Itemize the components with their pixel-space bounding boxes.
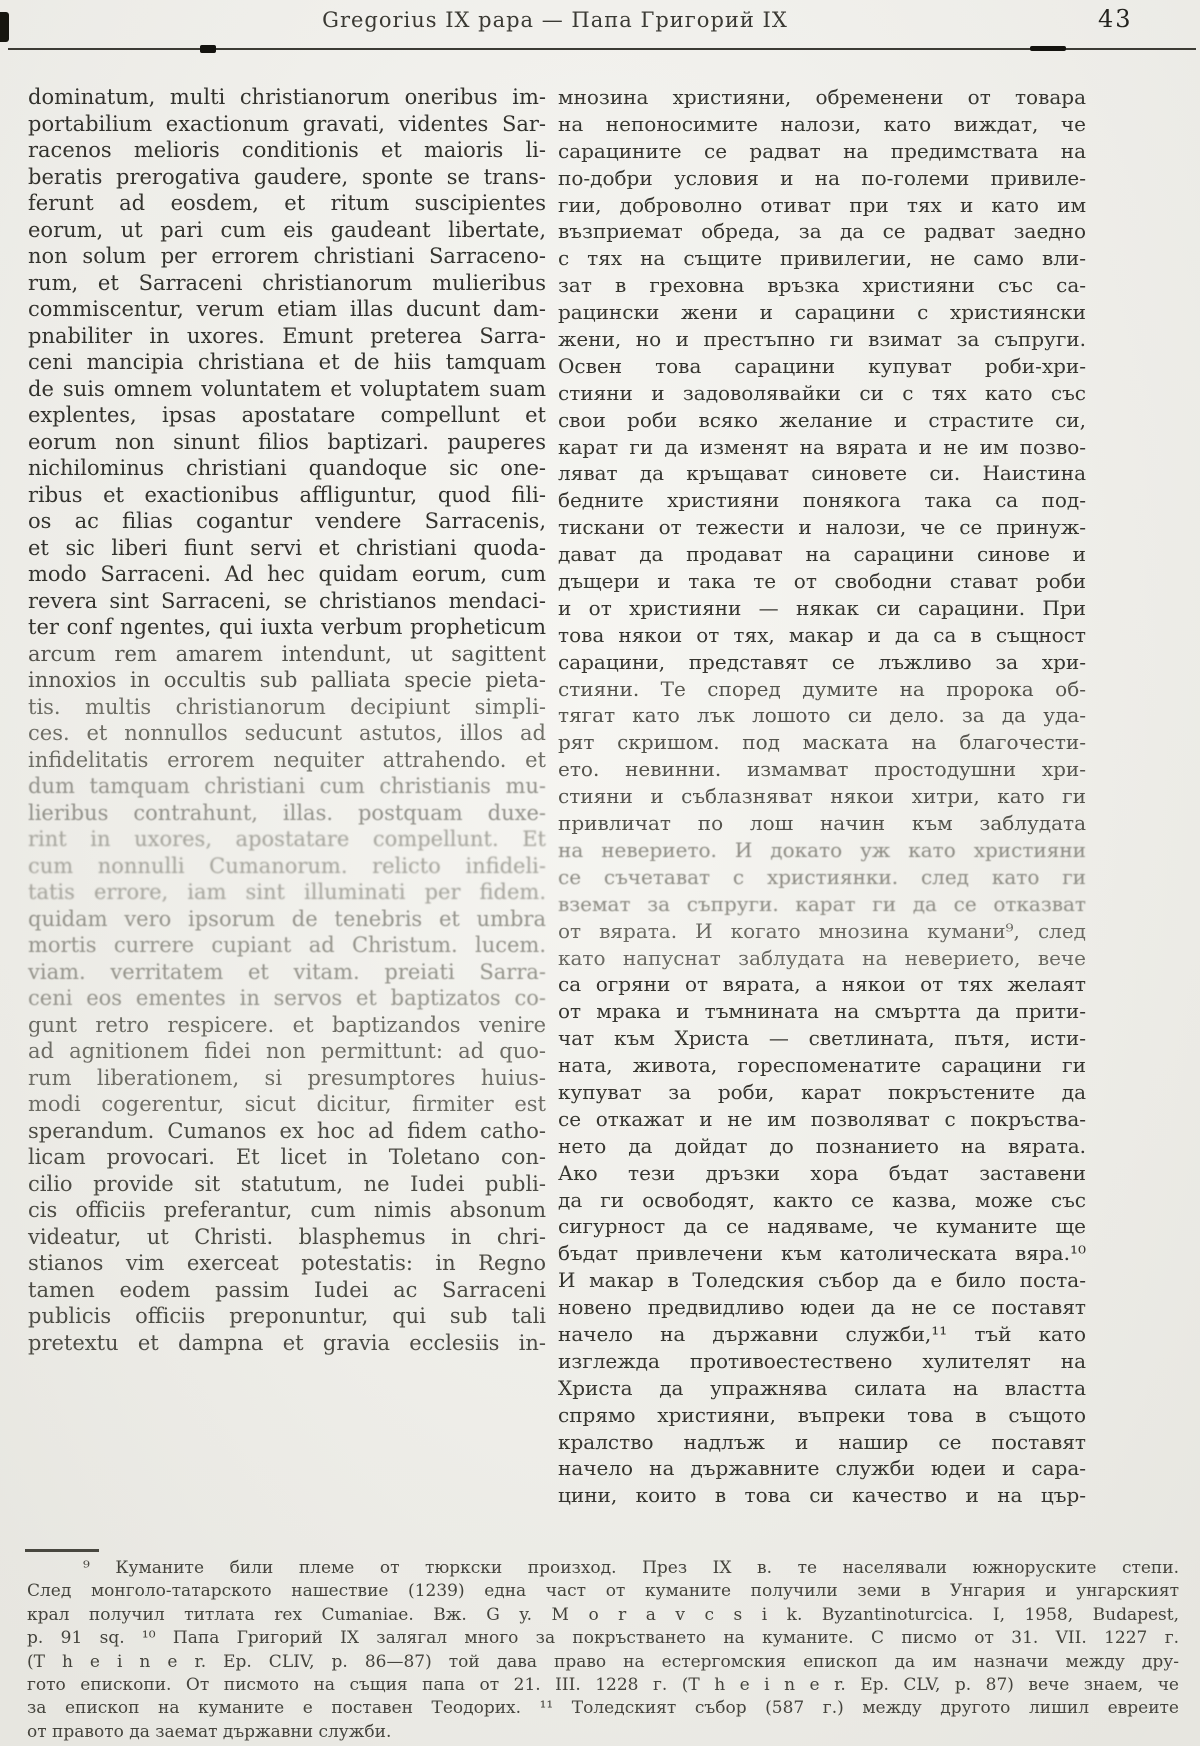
text-line: tatis errore, iam sint illuminati per fidem.: [28, 880, 546, 904]
text-line: След монголо-татарското нашествие (1239) една част от куманите получили земи в Унгария и унгарският: [27, 1581, 1179, 1602]
text-line: pretextu et dampna et gravia ecclesiis in-: [28, 1330, 546, 1355]
text-line: arcum rem amarem intendunt, ut sagittent: [28, 641, 546, 666]
text-line: сарацините се радват на предимствата на: [558, 138, 1086, 163]
text-line: commiscentur, verum etiam illas ducunt dam-: [28, 297, 546, 321]
text-line: тягат като лък лошото си дело. за да уда-: [558, 703, 1086, 728]
text-line: нето да дойдат до познанието на вярата.: [558, 1133, 1086, 1158]
text-line: ter conf ngentes, qui iuxta verbum propheticum: [28, 615, 546, 639]
text-line: са огряни от вярата, а някои от тях желаят: [558, 972, 1086, 997]
text-line: възприемат обреда, за да се радват заедно: [558, 219, 1086, 244]
text-line: като напуснат заблудата на неверието, вече: [558, 945, 1086, 970]
text-line: тискани от тежести и налози, че се принуж-: [558, 515, 1086, 540]
text-line: et sic liberi fiunt servi et christiani quoda-: [28, 535, 546, 560]
text-line: бедните християни понякога така са под-: [558, 488, 1086, 513]
text-line: licam provocari. Et licet in Toletano con-: [28, 1145, 546, 1169]
text-line: И макар в Толедския събор да е било поста-: [558, 1268, 1086, 1293]
text-line: с тях на същите привилегии, не само вли-: [558, 246, 1086, 271]
text-line: се съчетават с християнки. след като ги: [558, 864, 1086, 889]
text-line: крал получил титлата rex Cumaniae. Вж. G y. M o r a v c s i k. Byzantinoturcica. I, 1958, Budapest,: [27, 1604, 1179, 1625]
text-line: вземат за съпруги. карат ги да се отказват: [558, 891, 1086, 916]
text-line: quidam vero ipsorum de tenebris et umbra: [28, 906, 546, 931]
text-line: от вярата. И когато мнозина кумани⁹, след: [558, 918, 1086, 943]
scan-ink-blot: [1030, 46, 1066, 51]
text-line: дават да продават на сарацини синове и: [558, 542, 1086, 567]
text-line: os ac filias cogantur vendere Sarracenis,: [28, 509, 546, 533]
text-line: бъдат привлечени към католическата вяра.¹⁰: [558, 1241, 1086, 1266]
text-line: videatur, ut Christi. blasphemus in chri-: [28, 1224, 546, 1249]
text-line: ната, живота, гореспоменатите сарацини ги: [558, 1053, 1086, 1078]
text-line: rum liberationem, si presumptores huius-: [28, 1065, 546, 1090]
text-line: gunt retro respicere. et baptizandos venire: [28, 1012, 546, 1037]
text-line: рят скришом. под маската на благочести-: [558, 730, 1086, 755]
text-line: гото епископи. От писмото на същия папа от 21. III. 1228 г. (T h e i n e r. Ep. CLV, p. 87) вече знаем, че: [27, 1674, 1179, 1695]
text-line: ferunt ad eosdem, et ritum suscipientes: [28, 191, 546, 215]
text-line: cilio provide sit statutum, ne Iudei publi-: [28, 1171, 546, 1196]
text-line: stianos vim exerceat potestatis: in Regno: [28, 1251, 546, 1275]
scan-ink-blot: [200, 45, 216, 53]
text-line: cum nonnulli Cumanorum. relicto infideli-: [28, 853, 546, 878]
text-line: свои роби всяко желание и страстите си,: [558, 407, 1086, 432]
text-line: innoxios in occultis sub palliata specie pieta-: [28, 668, 546, 692]
text-line: beratis prerogativa gaudere, sponte se trans-: [28, 164, 546, 189]
text-line: стияни. Те според думите на пророка об-: [558, 676, 1086, 701]
text-line: изглежда противоестествено хулителят на: [558, 1348, 1086, 1373]
text-line: спрямо християни, въпреки това в същото: [558, 1402, 1086, 1427]
text-line: dum tamquam christiani cum christianis mu-: [28, 774, 546, 798]
footnotes: [27, 1557, 1179, 1744]
text-line: dominatum, multi christianorum oneribus im-: [28, 85, 546, 109]
footnote-separator: [25, 1549, 99, 1552]
text-line: portabilium exactionum gravati, videntes Sar-: [28, 111, 546, 136]
text-line: ето. невинни. измамват простодушни хри-: [558, 757, 1086, 782]
text-line: racenos melioris conditionis et maioris li-: [28, 138, 546, 162]
text-line: cis officiis preferantur, cum nimis absonum: [28, 1198, 546, 1222]
text-line: начело на държавните служби юдеи и сара-: [558, 1456, 1086, 1481]
text-line: p. 91 sq. ¹⁰ Папа Григорий IX залягал много за покръстването на куманите. С писмо от 31. VII. 1227 г.: [27, 1628, 1179, 1649]
text-line: привличат по лош начин към заблудата: [558, 811, 1086, 836]
text-line: tis. multis christianorum decipiunt simpli-: [28, 694, 546, 719]
text-line: ces. et nonnullos seducunt astutos, illos ad: [28, 721, 546, 745]
text-line: зат в греховна връзка християни със са-: [558, 273, 1086, 298]
text-line: modi cogerentur, sicut dicitur, firmiter est: [28, 1092, 546, 1116]
text-line: стияни и задоволявайки си с тях като със: [558, 380, 1086, 405]
text-line: ad agnitionem fidei non permittunt: ad quo-: [28, 1039, 546, 1063]
text-line: ribus et exactionibus affliguntur, quod fili-: [28, 482, 546, 507]
text-line: rum, et Sarraceni christianorum mulieribus: [28, 270, 546, 295]
text-line: sperandum. Cumanos ex hoc ad fidem catho-: [28, 1118, 546, 1143]
text-line: eorum non sinunt filios baptizari. pauperes: [28, 429, 546, 454]
text-line: кралство надлъж и нашир се поставят: [558, 1429, 1086, 1454]
scan-edge-artifact: [0, 12, 9, 42]
text-line: жени, но и престъпно ги взимат за съпруги.: [558, 327, 1086, 352]
bulgarian-column: [558, 84, 1086, 1509]
text-line: се откажат и не им позволяват с покръства-: [558, 1106, 1086, 1131]
text-line: на неверието. И докато уж като християни: [558, 837, 1086, 862]
text-line: tamen eodem passim Iudei ac Sarraceni: [28, 1277, 546, 1302]
text-line: и от християни — някак си сарацини. При: [558, 595, 1086, 620]
text-line: modo Sarraceni. Ad hec quidam eorum, cum: [28, 562, 546, 586]
text-line: това някои от тях, макар и да са в същност: [558, 622, 1086, 647]
page-number: 43: [1098, 5, 1133, 33]
text-line: от мрака и тъмнината на смъртта да прити-: [558, 999, 1086, 1024]
text-line: rint in uxores, apostatare compellunt. Et: [28, 827, 546, 851]
text-line: дъщери и така те от свободни стават роби: [558, 569, 1086, 594]
text-line: mortis currere cupiant ad Christum. lucem.: [28, 933, 546, 957]
text-line: revera sint Sarraceni, se christianos mendaci-: [28, 588, 546, 613]
text-line: начело на държавни служби,¹¹ тъй като: [558, 1321, 1086, 1346]
text-line: explentes, ipsas apostatare compellunt et: [28, 403, 546, 427]
text-line: Христа да упражнява силата на властта: [558, 1375, 1086, 1400]
text-line: ceni eos ementes in servos et baptizatos co-: [28, 986, 546, 1010]
text-line: карат ги да изменят на вярата и не им позво-: [558, 434, 1086, 459]
text-line: сарацини, представят се лъжливо за хри-: [558, 649, 1086, 674]
text-line: ceni mancipia christiana et de hiis tamquam: [28, 350, 546, 374]
text-line: pnabiliter in uxores. Emunt preterea Sarra-: [28, 323, 546, 348]
text-line: купуват за роби, карат покръстените да: [558, 1079, 1086, 1104]
text-line: да ги освободят, както се казва, може със: [558, 1187, 1086, 1212]
text-line: de suis omnem voluntatem et voluptatem suam: [28, 376, 546, 401]
text-line: чат към Христа — светлината, пътя, исти-: [558, 1026, 1086, 1051]
text-line: на непоносимите налози, като виждат, че: [558, 111, 1086, 136]
text-line: мнозина християни, обременени от товара: [558, 85, 1086, 109]
text-line: от правото да заемат държавни служби.: [27, 1721, 392, 1742]
text-line: рацински жени и сарацини с християнски: [558, 300, 1086, 325]
text-line: за епископ на куманите е поставен Теодорих. ¹¹ Толедският събор (587 г.) между другото лишил евреите: [27, 1698, 1179, 1719]
text-line: publicis officiis preponuntur, qui sub tali: [28, 1304, 546, 1328]
text-line: Ако тези дръзки хора бъдат заставени: [558, 1160, 1086, 1185]
text-line: по-добри условия и на по-големи привиле-: [558, 165, 1086, 190]
running-title: Gregorius IX papa — Папа Григорий IX: [322, 8, 788, 32]
text-line: nichilominus christiani quandoque sic one-: [28, 456, 546, 480]
text-line: цини, които в това си качество и на цър-: [558, 1483, 1086, 1508]
text-line: lieribus contrahunt, illas. postquam duxe-: [28, 800, 546, 825]
text-line: ляват да кръщават синовете си. Наистина: [558, 461, 1086, 486]
text-line: Освен това сарацини купуват роби-хри-: [558, 353, 1086, 378]
text-line: ⁹ Куманите били племе от тюркски произход. През IX в. те населявали южноруските степи.: [83, 1558, 1179, 1578]
text-line: стияни и съблазняват някои хитри, като ги: [558, 784, 1086, 809]
text-line: eorum, ut pari cum eis gaudeant libertate,: [28, 217, 546, 242]
text-line: non solum per errorem christiani Sarraceno-: [28, 244, 546, 268]
text-line: сигурност да се надяваме, че куманите ще: [558, 1214, 1086, 1239]
text-line: infidelitatis errorem nequiter attrahendo. et: [28, 747, 546, 772]
text-line: (T h e i n e r. Ep. CLIV, p. 86—87) той дава право на естергомския епископ да им назначи между дру-: [27, 1651, 1179, 1672]
latin-column: [28, 84, 546, 1356]
header-rule: [8, 48, 1196, 50]
text-line: новено предвидливо юдеи да не се поставят: [558, 1295, 1086, 1320]
text-line: гии, доброволно отиват при тях и като им: [558, 192, 1086, 217]
text-line: viam. verritatem et vitam. preiati Sarra-: [28, 959, 546, 984]
